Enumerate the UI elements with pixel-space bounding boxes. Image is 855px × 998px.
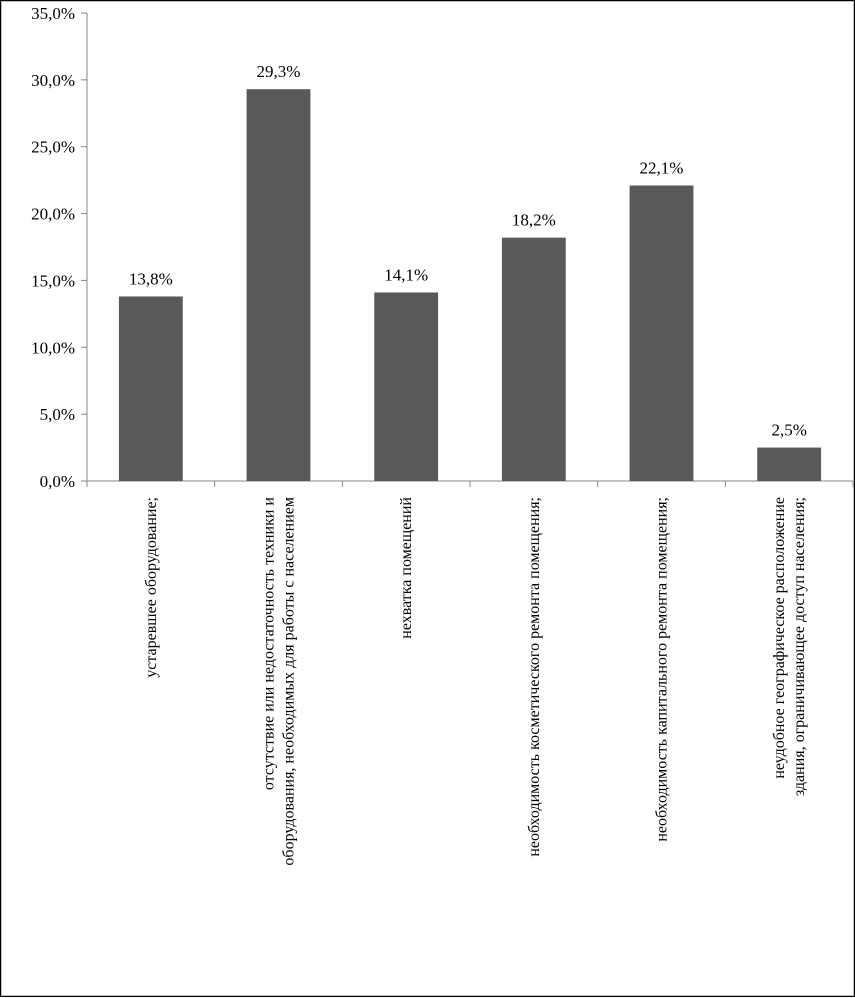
bar <box>247 89 311 481</box>
data-label: 22,1% <box>639 158 684 178</box>
category-label <box>261 497 298 866</box>
category-label-line: необходимость косметического ремонта помещения; <box>525 497 543 857</box>
bar <box>502 238 566 481</box>
bar <box>119 296 183 481</box>
category-label <box>526 497 543 857</box>
category-label-line: устаревшее оборудование; <box>142 497 160 678</box>
data-label: 14,1% <box>384 265 429 285</box>
data-label: 2,5% <box>771 420 807 440</box>
y-tick-label: 0,0% <box>39 472 75 491</box>
bar-chart <box>1 1 855 998</box>
y-axis <box>31 4 87 491</box>
y-tick-label: 25,0% <box>31 137 75 157</box>
y-tick-label: 5,0% <box>39 405 75 425</box>
data-label: 29,3% <box>256 62 301 82</box>
y-tick-label: 35,0% <box>31 4 75 23</box>
data-label: 18,2% <box>511 210 556 230</box>
category-label <box>771 497 808 796</box>
category-label <box>654 497 671 842</box>
bar <box>757 448 821 481</box>
category-label-line: неудобное географическое расположение <box>771 497 789 779</box>
category-label-line: здания, ограничивающее доступ населения; <box>791 497 809 797</box>
bars <box>119 89 821 481</box>
category-label <box>143 497 160 678</box>
data-labels <box>129 62 807 439</box>
y-tick-label: 15,0% <box>31 271 75 291</box>
y-tick-label: 30,0% <box>31 70 75 90</box>
x-axis <box>87 481 853 487</box>
y-tick-label: 10,0% <box>31 338 75 358</box>
category-label-line: нехватка помещений <box>398 497 416 639</box>
bar <box>630 185 694 481</box>
category-labels <box>143 497 808 866</box>
category-label <box>398 497 415 639</box>
category-label-line: необходимость капитального ремонта помещения; <box>653 497 671 842</box>
category-label-line: отсутствие или недостаточность техники и <box>260 497 278 791</box>
data-label: 13,8% <box>128 269 173 289</box>
bar <box>374 292 438 481</box>
category-label-line: оборудования, необходимых для работы с населением <box>280 497 298 866</box>
y-tick-label: 20,0% <box>31 204 75 224</box>
